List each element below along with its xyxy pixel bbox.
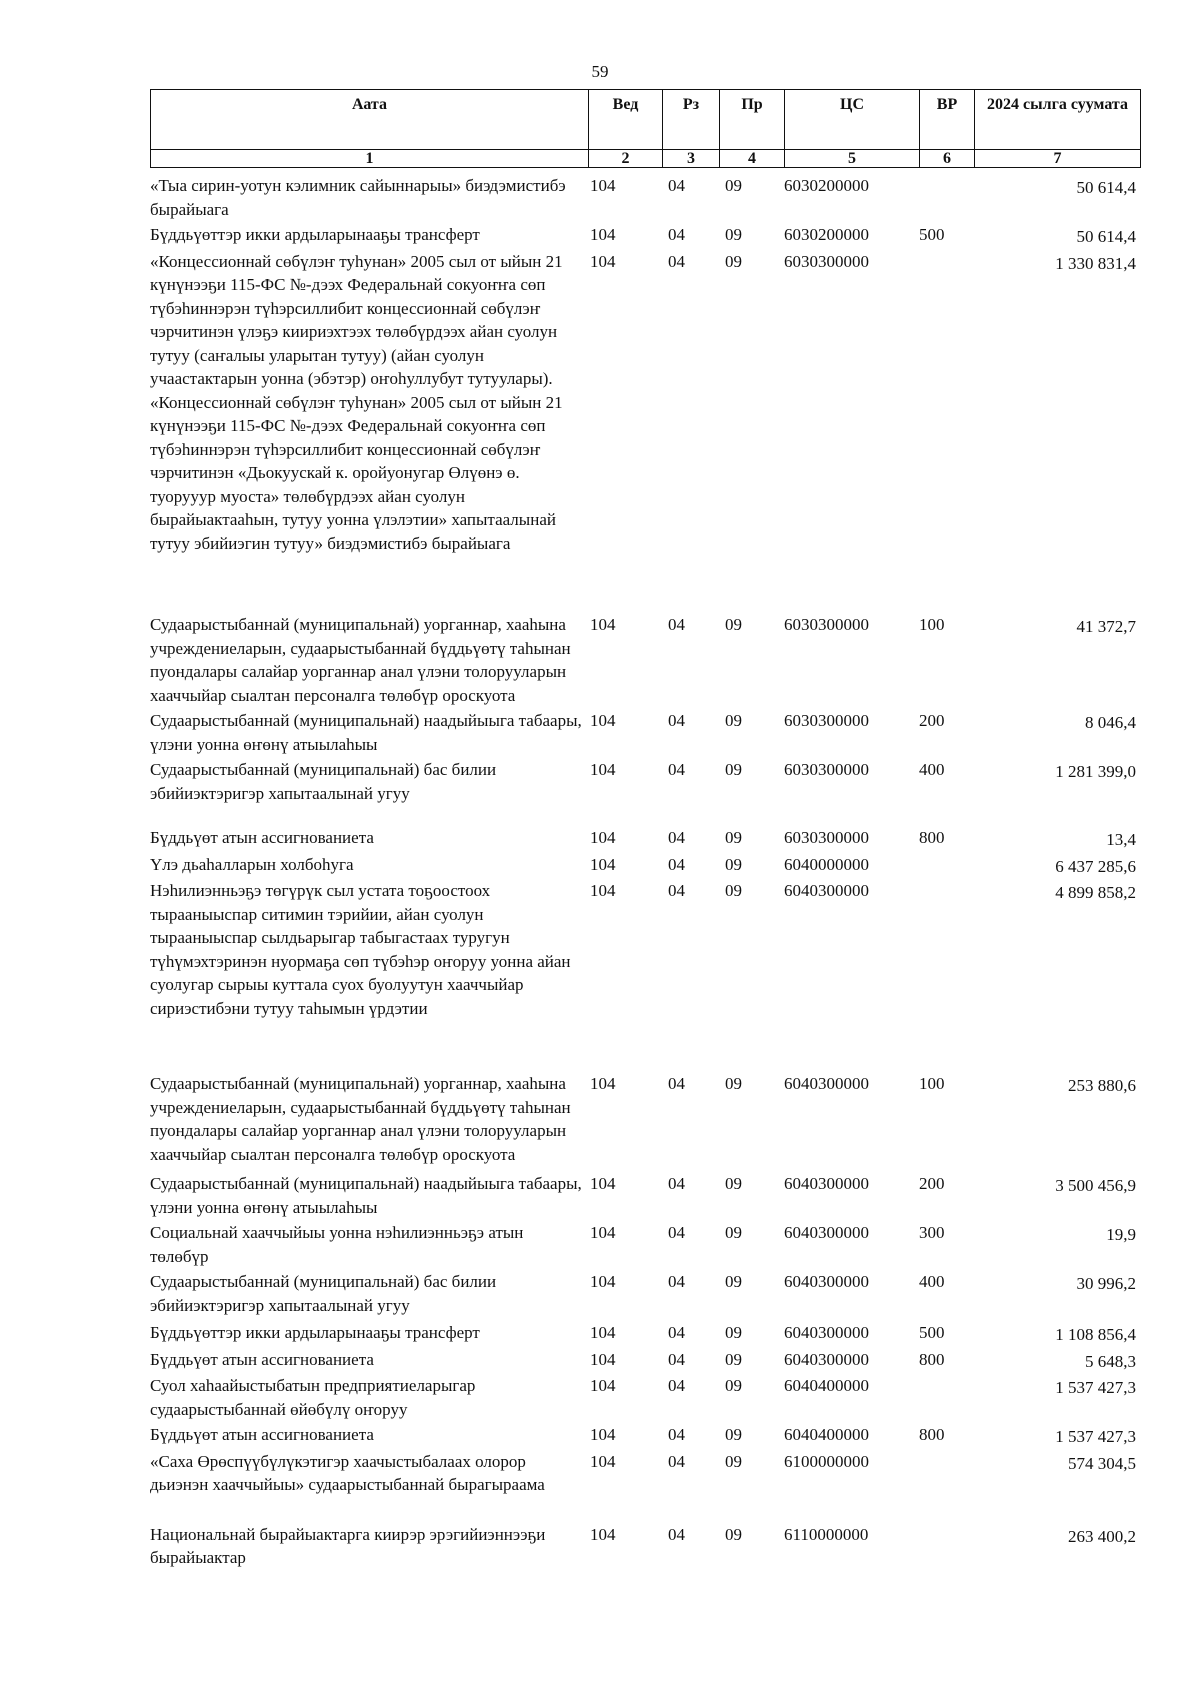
row-vr: 500 xyxy=(919,225,945,244)
table-row xyxy=(150,1450,1140,1497)
row-pr: 09 xyxy=(725,1323,742,1342)
row-rz: 04 xyxy=(668,176,685,195)
header-num-3: 3 xyxy=(663,150,720,168)
row-name: Социальнай хааччыйыы уонна нэһилиэнньэҕэ атын төлөбүр xyxy=(150,1223,524,1266)
row-sum: 4 899 858,2 xyxy=(1055,883,1136,902)
row-cs: 6030300000 xyxy=(784,615,869,634)
row-sum: 41 372,7 xyxy=(1076,617,1136,636)
row-cs: 6040300000 xyxy=(784,1323,869,1342)
row-rz: 04 xyxy=(668,1349,685,1369)
header-rz: Рз xyxy=(663,90,720,150)
row-pr: 09 xyxy=(725,1524,742,1544)
table-row xyxy=(150,1321,1140,1347)
row-ved: 104 xyxy=(590,1174,616,1193)
table-row xyxy=(150,879,1140,1020)
table-row xyxy=(150,1172,1140,1219)
row-sum: 5 648,3 xyxy=(1085,1351,1136,1371)
row-ved: 104 xyxy=(590,1425,616,1444)
row-pr: 09 xyxy=(725,1425,742,1444)
table-row xyxy=(150,1221,1140,1268)
header-num-1: 1 xyxy=(151,150,589,168)
row-rz: 04 xyxy=(668,1223,685,1242)
row-cs: 6030300000 xyxy=(784,711,869,730)
header-num-7: 7 xyxy=(975,150,1141,168)
row-rz: 04 xyxy=(668,711,685,730)
row-cs: 6030200000 xyxy=(784,225,869,244)
row-rz: 04 xyxy=(668,854,685,874)
row-cs: 6040300000 xyxy=(784,1074,869,1093)
table-row xyxy=(150,1348,1140,1374)
row-vr: 100 xyxy=(919,615,945,634)
row-ved: 104 xyxy=(590,1349,616,1369)
row-cs: 6040300000 xyxy=(784,881,869,900)
row-sum: 8 046,4 xyxy=(1085,713,1136,732)
table-row xyxy=(150,613,1140,707)
row-name: Судаарыстыбаннай (муниципальнай) бас билии эбийиэктэригэр хапытаалынай угуу xyxy=(150,760,497,803)
row-rz: 04 xyxy=(668,760,685,779)
row-sum: 50 614,4 xyxy=(1076,178,1136,197)
row-cs: 6040300000 xyxy=(784,1272,869,1291)
row-sum: 1 537 427,3 xyxy=(1055,1378,1136,1397)
table-row xyxy=(150,1374,1140,1421)
table-row xyxy=(150,758,1140,805)
page-number: 59 xyxy=(591,62,609,81)
table-header xyxy=(150,89,1140,168)
row-name: Бүддьүөт атын ассигнованиета xyxy=(150,1349,374,1369)
row-vr: 400 xyxy=(919,1272,945,1291)
row-rz: 04 xyxy=(668,881,685,900)
row-name: Бүддьүөт атын ассигнованиета xyxy=(150,1425,374,1444)
row-pr: 09 xyxy=(725,828,742,847)
row-pr: 09 xyxy=(725,1223,742,1242)
row-vr xyxy=(919,174,974,221)
row-sum: 30 996,2 xyxy=(1076,1274,1136,1293)
row-ved: 104 xyxy=(590,1272,616,1291)
row-rz: 04 xyxy=(668,251,685,271)
row-cs: 6040300000 xyxy=(784,1349,869,1369)
row-ved: 104 xyxy=(590,1376,616,1395)
row-pr: 09 xyxy=(725,615,742,634)
row-rz: 04 xyxy=(668,1074,685,1093)
row-ved: 104 xyxy=(590,1451,616,1471)
row-ved: 104 xyxy=(590,1223,616,1242)
row-name: Судаарыстыбаннай (муниципальнай) уорганнар, хааһына учреждениеларын, судаарыстыбаннай бүддьүөтү таһынан пуондалары салайар уорганнар анал үлэни толорууларын хааччыйар сыалтан персоналга төлөбүр ороскуота xyxy=(150,615,571,705)
row-cs: 6040400000 xyxy=(784,1425,869,1444)
row-pr: 09 xyxy=(725,176,742,195)
row-name: «Тыа сирин-уотун кэлимник сайыннарыы» биэдэмистибэ бырайыага xyxy=(150,176,566,219)
row-ved: 104 xyxy=(590,854,616,874)
row-name: Судаарыстыбаннай (муниципальнай) уорганнар, хааһына учреждениеларын, судаарыстыбаннай бүддьүөтү таһынан пуондалары салайар уорганнар анал үлэни толорууларын хааччыйар сыалтан персоналга төлөбүр ороскуота xyxy=(150,1074,571,1164)
row-vr xyxy=(919,1374,974,1421)
row-rz: 04 xyxy=(668,225,685,244)
row-pr: 09 xyxy=(725,881,742,900)
row-cs: 6030200000 xyxy=(784,176,869,195)
row-vr: 100 xyxy=(919,1074,945,1093)
row-sum: 1 108 856,4 xyxy=(1055,1325,1136,1344)
row-name: Судаарыстыбаннай (муниципальнай) бас билии эбийиэктэригэр хапытаалынай угуу xyxy=(150,1272,497,1315)
row-vr xyxy=(919,250,974,556)
row-rz: 04 xyxy=(668,1174,685,1193)
header-num-5: 5 xyxy=(785,150,920,168)
row-vr: 400 xyxy=(919,760,945,779)
row-pr: 09 xyxy=(725,711,742,730)
row-sum: 13,4 xyxy=(1106,830,1136,849)
row-ved: 104 xyxy=(590,711,616,730)
table-row xyxy=(150,174,1140,221)
row-vr: 200 xyxy=(919,1174,945,1193)
row-rz: 04 xyxy=(668,1524,685,1544)
row-vr: 200 xyxy=(919,711,945,730)
header-num-6: 6 xyxy=(920,150,975,168)
row-ved: 104 xyxy=(590,225,616,244)
table-row xyxy=(150,826,1140,852)
row-rz: 04 xyxy=(668,1323,685,1342)
row-pr: 09 xyxy=(725,1074,742,1093)
row-name: Судаарыстыбаннай (муниципальнай) наадыйыыга табаары, үлэни уонна өҥөнү атыылаһыы xyxy=(150,1174,582,1217)
row-cs: 6030300000 xyxy=(784,760,869,779)
row-cs: 6110000000 xyxy=(784,1524,869,1544)
header-num-4: 4 xyxy=(720,150,785,168)
table-row xyxy=(150,1423,1140,1449)
table-row xyxy=(150,709,1140,756)
row-ved: 104 xyxy=(590,1323,616,1342)
row-name: Национальнай бырайыактарга киирэр эрэгийиэннээҕи бырайыактар xyxy=(150,1524,546,1567)
row-cs: 6040400000 xyxy=(784,1376,869,1395)
row-name: Судаарыстыбаннай (муниципальнай) наадыйыыга табаары, үлэни уонна өҥөнү атыылаһыы xyxy=(150,711,582,754)
row-vr xyxy=(919,879,974,1020)
row-pr: 09 xyxy=(725,251,742,271)
row-vr: 800 xyxy=(919,1425,945,1444)
row-sum: 1 330 831,4 xyxy=(1055,253,1136,273)
row-ved: 104 xyxy=(590,615,616,634)
table-row xyxy=(150,1523,1140,1570)
row-vr: 500 xyxy=(919,1323,945,1342)
row-name: Бүддьүөт атын ассигнованиета xyxy=(150,828,374,847)
row-cs: 6030300000 xyxy=(784,828,869,847)
table-row xyxy=(150,1270,1140,1317)
row-vr: 300 xyxy=(919,1223,945,1242)
row-vr xyxy=(919,853,974,879)
table-row xyxy=(150,250,1140,556)
row-name: «Саха Өрөспүүбүлүкэтигэр хаачыстыбалаах олорор дьиэнэн хааччыйыы» судаарыстыбаннай бырагыраама xyxy=(150,1451,545,1494)
row-sum: 1 281 399,0 xyxy=(1055,762,1136,781)
row-ved: 104 xyxy=(590,1524,616,1544)
row-name: «Концессионнай сөбүлэҥ туһунан» 2005 сыл от ыйын 21 күнүнээҕи 115-ФС №-дээх Федеральнай сокуоҥҥа сөп түбэһиннэрэн түһэрсиллибит концессионнай сөбүлэҥ чэрчитинэн үлэҕэ киириэхтээх төлөбүрдээх айан суолун тутуу (саҥалыы уларытан тутуу) (айан суолун учаастактарын уонна (эбэтэр) оҥоһуллубут тутуулары). «Концессионнай сөбүлэҥ туһунан» 2005 сыл от ыйын 21 күнүнээҕи 115-ФС №-дээх Федеральнай сокуоҥҥа сөп түбэһиннэрэн түһэрсиллибит концессионнай сөбүлэҥ чэрчитинэн «Дьокуускай к. оройуонугар Өлүөнэ ө. туорууур муоста» төлөбүрдээх айан суолун бырайыактааһын, тутуу уонна үлэлэтии» хапытаалынай тутуу эбийиэгин тутуу» биэдэмистибэ бырайыага xyxy=(150,251,563,553)
row-rz: 04 xyxy=(668,1272,685,1291)
row-name: Бүддьүөттэр икки ардыларынааҕы трансферт xyxy=(150,225,480,244)
row-cs: 6040300000 xyxy=(784,1174,869,1193)
table-row xyxy=(150,853,1140,879)
row-rz: 04 xyxy=(668,615,685,634)
row-pr: 09 xyxy=(725,760,742,779)
row-cs: 6040000000 xyxy=(784,854,869,874)
row-pr: 09 xyxy=(725,225,742,244)
row-rz: 04 xyxy=(668,828,685,847)
row-ved: 104 xyxy=(590,251,616,271)
table-row xyxy=(150,1072,1140,1166)
row-pr: 09 xyxy=(725,854,742,874)
row-pr: 09 xyxy=(725,1272,742,1291)
row-ved: 104 xyxy=(590,176,616,195)
row-sum: 6 437 285,6 xyxy=(1055,856,1136,876)
header-pr: Пр xyxy=(720,90,785,150)
row-rz: 04 xyxy=(668,1376,685,1395)
row-ved: 104 xyxy=(590,881,616,900)
row-vr xyxy=(919,1523,974,1570)
row-rz: 04 xyxy=(668,1451,685,1471)
row-pr: 09 xyxy=(725,1451,742,1471)
row-sum: 1 537 427,3 xyxy=(1055,1427,1136,1446)
row-pr: 09 xyxy=(725,1174,742,1193)
row-rz: 04 xyxy=(668,1425,685,1444)
row-pr: 09 xyxy=(725,1349,742,1369)
header-ved: Вед xyxy=(589,90,663,150)
row-sum: 19,9 xyxy=(1106,1225,1136,1244)
row-ved: 104 xyxy=(590,760,616,779)
row-sum: 253 880,6 xyxy=(1068,1076,1136,1095)
header-cs: ЦС xyxy=(785,90,920,150)
row-vr: 800 xyxy=(919,828,945,847)
row-sum: 263 400,2 xyxy=(1068,1526,1136,1546)
row-sum: 50 614,4 xyxy=(1076,227,1136,246)
row-name: Нэһилиэнньэҕэ төгүрүк сыл устата тоҕоостоох тырааныыспар ситимин тэрийии, айан суолун тырааныыспар сылдьарыгар табыгастаах туругун түһүмэхтэринэн нуормаҕа сөп түбэһэр оҥоруу уонна айан суолугар сырыы куттала суох буолуутун хааччыйар сириэстибэни тутуу таһымын үрдэтии xyxy=(150,881,571,1018)
header-num-2: 2 xyxy=(589,150,663,168)
table-body xyxy=(150,174,1140,1570)
header-sum: 2024 сылга суумата xyxy=(975,90,1141,150)
table-row xyxy=(150,223,1140,249)
row-cs: 6040300000 xyxy=(784,1223,869,1242)
row-sum: 574 304,5 xyxy=(1068,1453,1136,1473)
row-name: Бүддьүөттэр икки ардыларынааҕы трансферт xyxy=(150,1323,480,1342)
row-vr xyxy=(919,1450,974,1497)
header-name: Аата xyxy=(151,90,589,150)
row-ved: 104 xyxy=(590,1074,616,1093)
header-vr: ВР xyxy=(920,90,975,150)
row-name: Үлэ дьаһалларын холбоһуга xyxy=(150,854,354,874)
row-cs: 6100000000 xyxy=(784,1451,869,1471)
row-pr: 09 xyxy=(725,1376,742,1395)
row-sum: 3 500 456,9 xyxy=(1055,1176,1136,1195)
row-name: Суол хаһаайыстыбатын предприятиеларыгар судаарыстыбаннай өйөбүлү оҥоруу xyxy=(150,1376,476,1419)
row-ved: 104 xyxy=(590,828,616,847)
row-vr: 800 xyxy=(919,1349,945,1369)
row-cs: 6030300000 xyxy=(784,251,869,271)
